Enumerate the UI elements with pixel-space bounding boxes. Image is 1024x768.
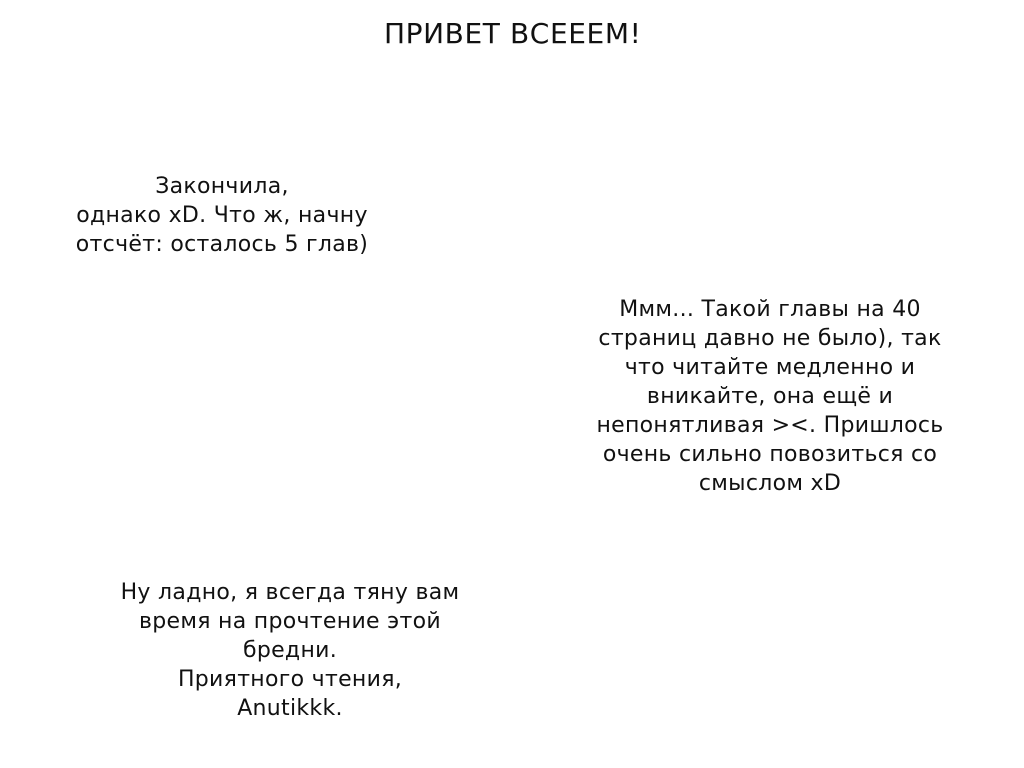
text-line: время на прочтение этой: [138, 609, 442, 634]
text-line: бредни.: [242, 638, 338, 663]
text-block-chapter-note: [584, 295, 956, 498]
signature: Anutikkk.: [237, 696, 343, 721]
text-line: Ммм... Такой главы на 40: [619, 297, 921, 322]
page-title: ПРИВЕТ ВСЕЕЕМ!: [384, 17, 642, 50]
text-line: смыслом xD: [698, 471, 842, 496]
text-line: страниц давно не было), так: [598, 326, 942, 351]
text-line: очень сильно повозиться со: [602, 442, 938, 467]
text-line: отсчёт: осталось 5 глав): [75, 232, 369, 257]
text-line: вникайте, она ещё и: [646, 384, 894, 409]
text-line: Приятного чтения,: [177, 667, 403, 692]
text-block-finished: [52, 172, 392, 259]
text-line: что читайте медленно и: [624, 355, 916, 380]
text-line: Ну ладно, я всегда тяну вам: [120, 580, 460, 605]
text-line: непонятливая ><. Пришлось: [596, 413, 944, 438]
text-line: Закончила,: [155, 174, 289, 199]
text-line: однако xD. Что ж, начну: [76, 203, 368, 228]
text-block-signoff: [104, 578, 476, 723]
